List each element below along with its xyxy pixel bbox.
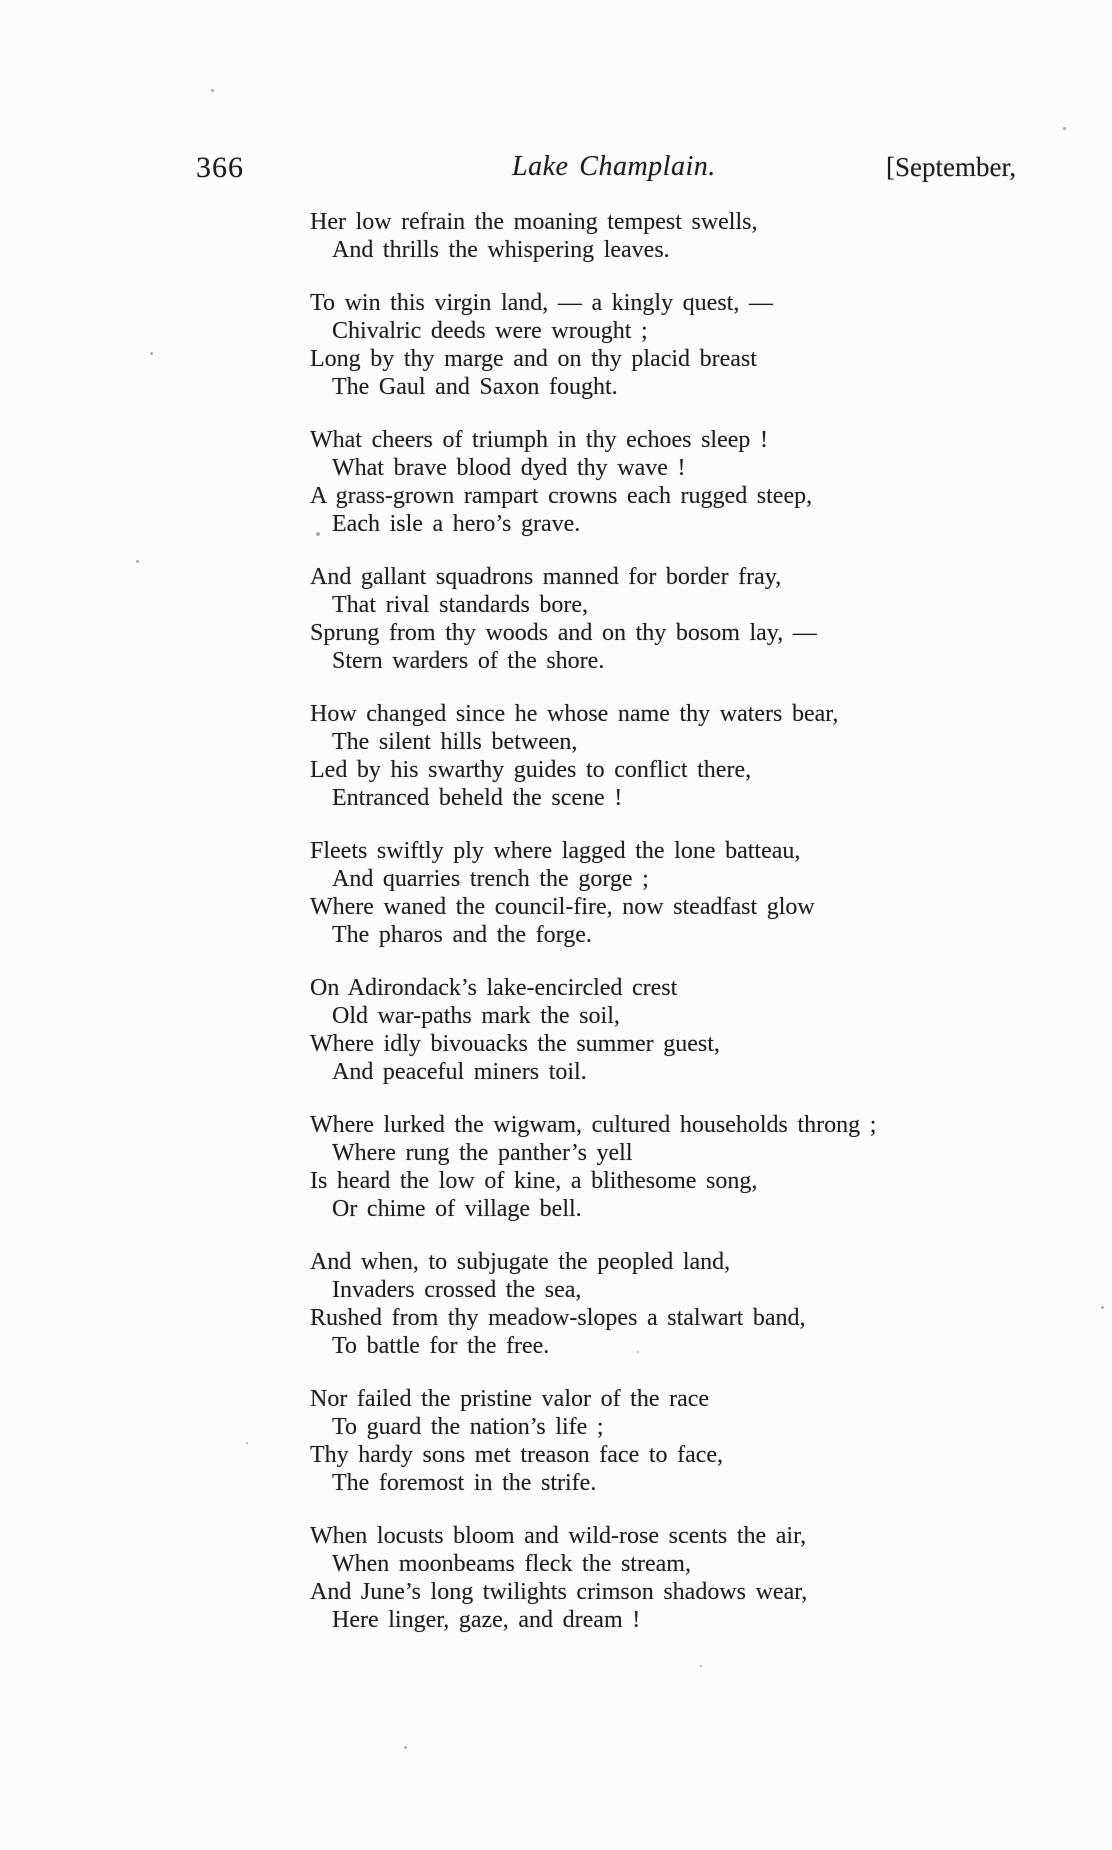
poem-line: The foremost in the strife. (332, 1470, 597, 1496)
poem-line: Where rung the panther’s yell (332, 1140, 633, 1166)
poem-line: Each isle a hero’s grave. (332, 511, 581, 537)
header-date: [September, (886, 152, 1017, 182)
poem-line: What cheers of triumph in thy echoes sleep ! (310, 427, 768, 453)
poem-line: Where idly bivouacks the summer guest, (310, 1031, 720, 1057)
poem-line: Stern warders of the shore. (332, 648, 605, 674)
poem-line: Where waned the council-fire, now steadfast glow (310, 894, 815, 920)
poem-line: Thy hardy sons met treason face to face, (310, 1442, 724, 1468)
page-title: Lake Champlain. (512, 151, 716, 182)
poem-line: And peaceful miners toil. (332, 1059, 587, 1085)
poem-line: And June’s long twilights crimson shadows wear, (310, 1579, 808, 1605)
poem-line: To guard the nation’s life ; (332, 1414, 604, 1440)
poem-line: Old war-paths mark the soil, (332, 1003, 620, 1029)
poem-line: Fleets swiftly ply where lagged the lone batteau, (310, 838, 801, 864)
poem-line: Here linger, gaze, and dream ! (332, 1607, 641, 1633)
poem-line: On Adirondack’s lake-encircled crest (310, 975, 678, 1001)
poem (310, 208, 876, 1659)
stanza (310, 1248, 876, 1360)
poem-line: Sprung from thy woods and on thy bosom lay, — (310, 620, 817, 646)
poem-line: To win this virgin land, — a kingly quest, — (310, 290, 773, 316)
poem-line: And quarries trench the gorge ; (332, 866, 649, 892)
poem-line: The silent hills between, (332, 729, 578, 755)
stanza (310, 1385, 876, 1497)
poem-line: That rival standards bore, (332, 592, 589, 618)
poem-line: Led by his swarthy guides to conflict there, (310, 757, 752, 783)
stanza (310, 1522, 876, 1634)
stanza (310, 837, 876, 949)
stanza (310, 289, 876, 401)
poem-line: The Gaul and Saxon fought. (332, 374, 618, 400)
poem-line: To battle for the free. (332, 1333, 550, 1359)
stanza (310, 208, 876, 264)
poem-line: What brave blood dyed thy wave ! (332, 455, 686, 481)
stanza (310, 974, 876, 1086)
poem-line: Entranced beheld the scene ! (332, 785, 623, 811)
poem-line: When locusts bloom and wild-rose scents the air, (310, 1523, 807, 1549)
poem-line: Where lurked the wigwam, cultured households throng ; (310, 1112, 877, 1138)
poem-line: And thrills the whispering leaves. (332, 237, 670, 263)
poem-line: And gallant squadrons manned for border fray, (310, 564, 782, 590)
stanza (310, 563, 876, 675)
poem-line: Is heard the low of kine, a blithesome song, (310, 1168, 758, 1194)
stanza (310, 1111, 876, 1223)
poem-line: A grass-grown rampart crowns each rugged steep, (310, 483, 813, 509)
poem-line: Nor failed the pristine valor of the race (310, 1386, 710, 1412)
stanza (310, 426, 876, 538)
poem-line: Chivalric deeds were wrought ; (332, 318, 648, 344)
stanza (310, 700, 876, 812)
poem-line: Or chime of village bell. (332, 1196, 582, 1222)
poem-line: Rushed from thy meadow-slopes a stalwart band, (310, 1305, 806, 1331)
poem-line: Invaders crossed the sea, (332, 1277, 582, 1303)
poem-line: Her low refrain the moaning tempest swells, (310, 209, 758, 235)
poem-line: How changed since he whose name thy waters bear, (310, 701, 839, 727)
page-number: 366 (196, 151, 244, 184)
poem-line: Long by thy marge and on thy placid breast (310, 346, 757, 372)
poem-line: When moonbeams fleck the stream, (332, 1551, 691, 1577)
poem-line: And when, to subjugate the peopled land, (310, 1249, 731, 1275)
poem-line: The pharos and the forge. (332, 922, 592, 948)
